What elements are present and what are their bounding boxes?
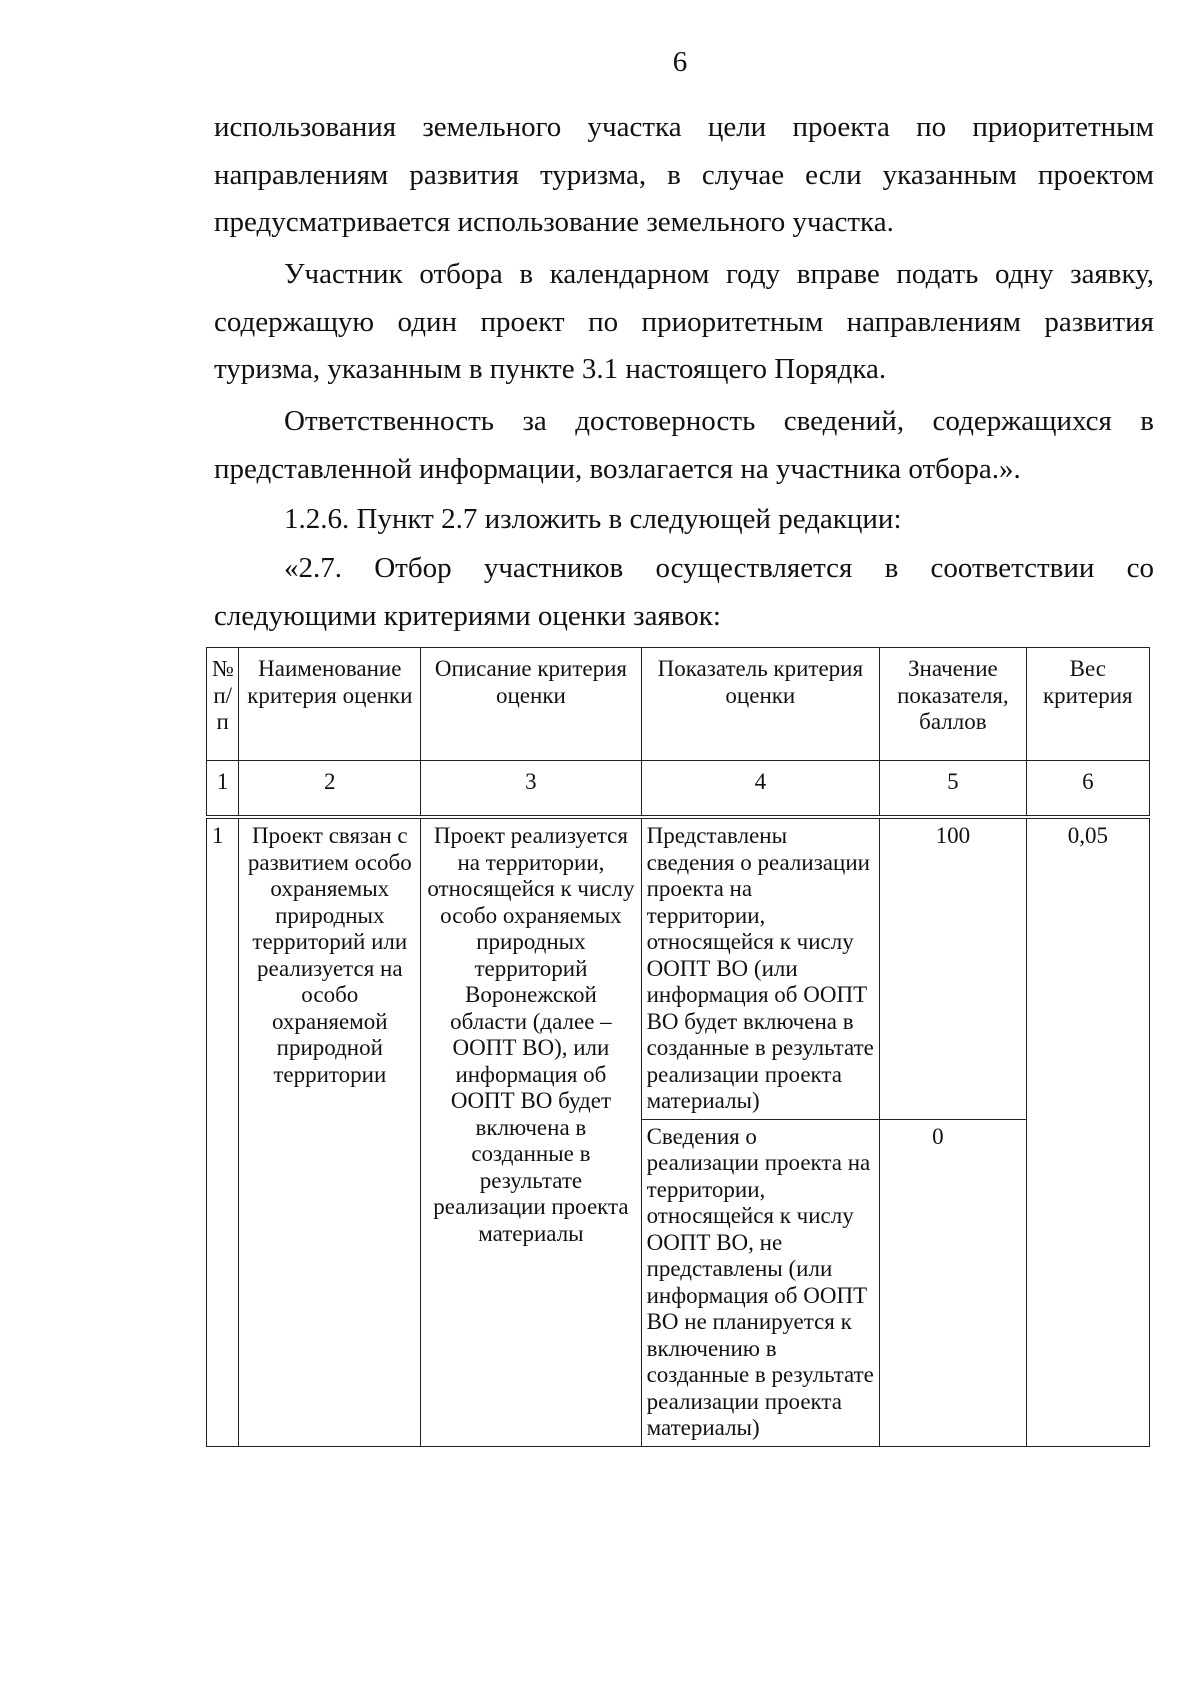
header-cell-indicator: Показатель критерия оценки <box>641 648 880 761</box>
indicator-cell: Представлены сведения о реализации проекта на территории, относящейся к числу ООПТ ВО (или информация об ООПТ ВО будет включена в созданные в результате реализации проекта материалы) <box>641 817 880 1119</box>
column-number-cell: 1 <box>207 761 239 818</box>
table-header-row <box>207 648 1150 761</box>
weight-cell: 0,05 <box>1026 817 1149 1446</box>
header-cell-name: Наименование критерия оценки <box>239 648 421 761</box>
paragraph-5: «2.7. Отбор участников осуществляется в соответствии со следующими критериями оценки заявок: <box>214 552 1154 632</box>
column-number-cell: 5 <box>880 761 1027 818</box>
criterion-name-cell: Проект связан с развитием особо охраняемых природных территорий или реализуется на особо охраняемой природной территории <box>239 817 421 1446</box>
paragraph-1: использования земельного участка цели проекта по приоритетным направлениям развития туризма, в случае если указанным проектом предусматривается использование земельного участка. <box>214 111 1154 238</box>
value-cell: 0 <box>880 1119 1027 1446</box>
paragraph-3: Ответственность за достоверность сведений, содержащихся в представленной информации, возлагается на участника отбора.». <box>214 405 1154 485</box>
column-number-cell: 4 <box>641 761 880 818</box>
value-cell: 100 <box>880 817 1027 1119</box>
header-cell-value: Значение показателя, баллов <box>880 648 1027 761</box>
criterion-description-cell: Проект реализуется на территории, относящейся к числу особо охраняемых природных территорий Воронежской области (далее – ООПТ ВО), или информация об ООПТ ВО будет включена в созданные в результате реализации проекта материалы <box>421 817 641 1446</box>
criteria-table <box>206 647 1150 1447</box>
table-row <box>207 817 1150 1119</box>
column-number-cell: 3 <box>421 761 641 818</box>
header-cell-description: Описание критерия оценки <box>421 648 641 761</box>
indicator-cell: Сведения о реализации проекта на территории, относящейся к числу ООПТ ВО, не представлены (или информация об ООПТ ВО не планируется к включению в созданные в результате реализации проекта материалы) <box>641 1119 880 1446</box>
table-column-numbers-row <box>207 761 1150 818</box>
header-cell-weight: Вес критерия <box>1026 648 1149 761</box>
paragraph-4: 1.2.6. Пункт 2.7 изложить в следующей редакции: <box>284 503 902 535</box>
column-number-cell: 2 <box>239 761 421 818</box>
paragraph-2: Участник отбора в календарном году вправе подать одну заявку, содержащую один проект по приоритетным направлениям развития туризма, указанным в пункте 3.1 настоящего Порядка. <box>214 258 1154 385</box>
header-cell-number: № п/п <box>207 648 239 761</box>
page-number: 6 <box>672 46 688 78</box>
column-number-cell: 6 <box>1026 761 1149 818</box>
row-number-cell: 1 <box>207 817 239 1446</box>
